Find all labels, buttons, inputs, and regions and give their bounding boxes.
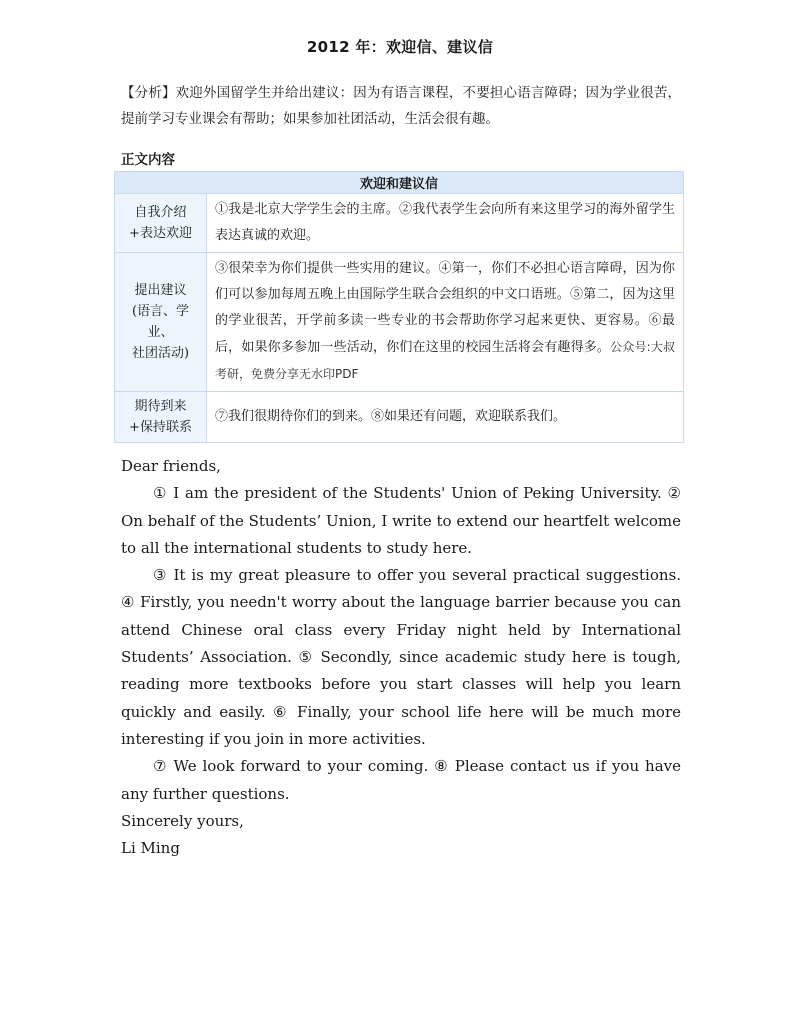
analysis-paragraph: 【分析】欢迎外国留学生并给出建议：因为有语言课程，不要担心语言障碍；因为学业很苦，提前学习专业课会有帮助；如果参加社团活动，生活会很有趣。 [121, 85, 681, 127]
table-header: 欢迎和建议信 [115, 172, 684, 194]
row-label-line: 提出建议 [134, 283, 187, 298]
outline-table [114, 171, 684, 443]
row-label-line: 期待到来 [134, 399, 187, 414]
table-row [115, 392, 684, 443]
row-content [207, 253, 684, 392]
watermark-text: 公众号:大叔考研，免费分享无水印PDF [215, 340, 676, 381]
letter-signature: Li Ming [121, 839, 180, 858]
table-header-row [115, 172, 684, 194]
letter-paragraph: ③ It is my great pleasure to offer you several practical suggestions. ④ Firstly, you needn't worry about the language barrier because you can attend Chinese oral class every Friday night held by International Students’ Association. ⑤ Secondly, since academic study here is tough, reading more textbooks before you start classes will help you learn quickly and easily. ⑥ Finally, your school life here will be much more interesting if you join in more activities. [121, 566, 681, 748]
table-row [115, 253, 684, 392]
row-label-line: (语言、学业、 [131, 304, 190, 340]
letter-body [121, 453, 681, 862]
row-content-text: ③很荣幸为你们提供一些实用的建议。④第一，你们不必担心语言障碍，因为你们可以参加每周五晚上由国际学生联合会组织的中文口语班。⑤第二，因为这里的学业很苦，开学前多读一些专业的书会帮助你学习起来更快、更容易。⑥最后，如果你多参加一些活动，你们在这里的校园生活将会有趣得多。 [215, 261, 676, 355]
row-label-line: 社团活动) [131, 346, 190, 361]
row-content: ①我是北京大学学生会的主席。②我代表学生会向所有来这里学习的海外留学生表达真诚的欢迎。 [207, 194, 684, 253]
row-label [115, 253, 207, 392]
letter-closing: Sincerely yours, [121, 811, 244, 830]
letter-salutation: Dear friends, [121, 457, 221, 475]
row-label [115, 392, 207, 443]
row-label [115, 194, 207, 253]
row-label-line: 自我介绍 [134, 205, 187, 220]
section-label: 正文内容 [121, 152, 175, 168]
page-title: 2012 年：欢迎信、建议信 [306, 38, 494, 56]
table-row [115, 194, 684, 253]
row-label-line: +保持联系 [129, 420, 192, 435]
row-content: ⑦我们很期待你们的到来。⑧如果还有问题，欢迎联系我们。 [207, 392, 684, 443]
letter-paragraph: ⑦ We look forward to your coming. ⑧ Please contact us if you have any further questions. [121, 757, 681, 803]
row-label-line: +表达欢迎 [129, 226, 192, 241]
letter-paragraph: ① I am the president of the Students' Union of Peking University. ② On behalf of the Students’ Union, I write to extend our heartfelt welcome to all the international students to study here. [121, 484, 681, 557]
